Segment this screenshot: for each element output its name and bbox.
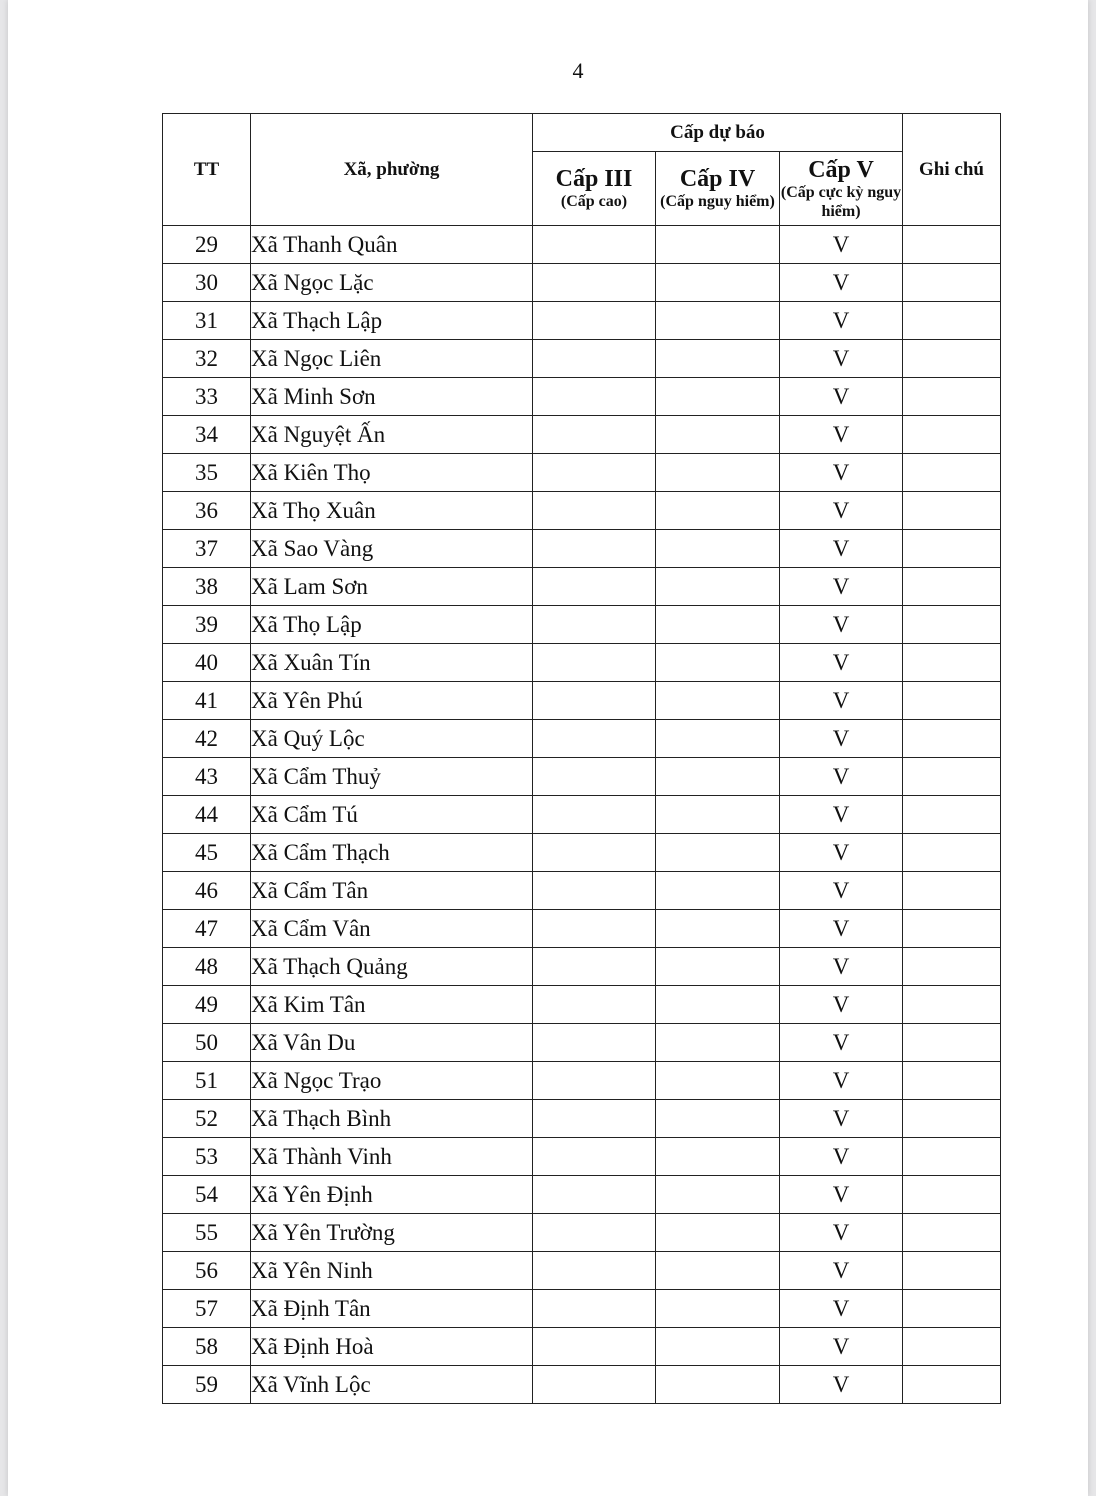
cell-note	[903, 910, 1001, 948]
cell-level-3	[533, 1328, 656, 1366]
cell-level-4	[656, 226, 780, 264]
header-name: Xã, phường	[251, 114, 533, 226]
cell-level-4	[656, 644, 780, 682]
table-row	[163, 910, 1001, 948]
table-row	[163, 872, 1001, 910]
table-row	[163, 530, 1001, 568]
cell-note	[903, 720, 1001, 758]
cell-note	[903, 492, 1001, 530]
cell-name: Xã Cẩm Tú	[251, 796, 533, 834]
cell-name: Xã Yên Định	[251, 1176, 533, 1214]
page-number: 4	[572, 58, 584, 83]
cell-tt: 41	[163, 682, 251, 720]
cell-level-5: V	[780, 606, 903, 644]
level-4-desc: (Cấp nguy hiểm)	[660, 193, 775, 210]
table-row	[163, 264, 1001, 302]
cell-level-5: V	[780, 1176, 903, 1214]
cell-note	[903, 872, 1001, 910]
cell-tt: 34	[163, 416, 251, 454]
cell-level-5: V	[780, 834, 903, 872]
cell-note	[903, 1062, 1001, 1100]
cell-level-4	[656, 720, 780, 758]
cell-tt: 51	[163, 1062, 251, 1100]
cell-level-5: V	[780, 568, 903, 606]
cell-level-3	[533, 264, 656, 302]
table-row	[163, 492, 1001, 530]
cell-note	[903, 264, 1001, 302]
cell-level-3	[533, 910, 656, 948]
cell-name: Xã Ngọc Lặc	[251, 264, 533, 302]
cell-level-4	[656, 568, 780, 606]
cell-name: Xã Yên Phú	[251, 682, 533, 720]
cell-name: Xã Cẩm Thuỷ	[251, 758, 533, 796]
cell-tt: 33	[163, 378, 251, 416]
cell-level-3	[533, 416, 656, 454]
table-row	[163, 1366, 1001, 1404]
header-level-4	[656, 152, 780, 226]
cell-level-4	[656, 834, 780, 872]
table-row	[163, 796, 1001, 834]
header-level-5	[780, 152, 903, 226]
table-row	[163, 1290, 1001, 1328]
table-row	[163, 606, 1001, 644]
table-row	[163, 1024, 1001, 1062]
cell-note	[903, 1138, 1001, 1176]
cell-name: Xã Vân Du	[251, 1024, 533, 1062]
cell-level-5: V	[780, 986, 903, 1024]
cell-level-3	[533, 1214, 656, 1252]
table-row	[163, 1252, 1001, 1290]
cell-name: Xã Ngọc Trạo	[251, 1062, 533, 1100]
cell-name: Xã Quý Lộc	[251, 720, 533, 758]
table-row	[163, 834, 1001, 872]
cell-note	[903, 340, 1001, 378]
cell-level-4	[656, 682, 780, 720]
table-row	[163, 340, 1001, 378]
cell-level-3	[533, 226, 656, 264]
cell-tt: 29	[163, 226, 251, 264]
cell-tt: 39	[163, 606, 251, 644]
header-note: Ghi chú	[903, 114, 1001, 226]
cell-level-4	[656, 758, 780, 796]
cell-note	[903, 606, 1001, 644]
cell-name: Xã Thạch Quảng	[251, 948, 533, 986]
cell-tt: 37	[163, 530, 251, 568]
cell-level-5: V	[780, 416, 903, 454]
table-row	[163, 1062, 1001, 1100]
cell-level-4	[656, 1290, 780, 1328]
cell-level-4	[656, 910, 780, 948]
cell-tt: 42	[163, 720, 251, 758]
cell-level-3	[533, 796, 656, 834]
cell-level-4	[656, 1138, 780, 1176]
header-tt: TT	[163, 114, 251, 226]
cell-tt: 46	[163, 872, 251, 910]
cell-level-3	[533, 644, 656, 682]
level-3-title: Cấp III	[555, 166, 633, 192]
cell-tt: 53	[163, 1138, 251, 1176]
cell-name: Xã Xuân Tín	[251, 644, 533, 682]
cell-level-5: V	[780, 1252, 903, 1290]
cell-level-4	[656, 454, 780, 492]
cell-level-5: V	[780, 796, 903, 834]
cell-level-3	[533, 1100, 656, 1138]
cell-name: Xã Cẩm Tân	[251, 872, 533, 910]
table-row	[163, 1138, 1001, 1176]
cell-name: Xã Cẩm Vân	[251, 910, 533, 948]
forecast-table	[162, 113, 1001, 1404]
cell-name: Xã Nguyệt Ấn	[251, 416, 533, 454]
cell-level-3	[533, 378, 656, 416]
cell-level-4	[656, 1366, 780, 1404]
cell-name: Xã Thọ Lập	[251, 606, 533, 644]
table-row	[163, 948, 1001, 986]
cell-level-5: V	[780, 1366, 903, 1404]
cell-level-5: V	[780, 1062, 903, 1100]
cell-tt: 36	[163, 492, 251, 530]
cell-level-3	[533, 454, 656, 492]
table-row	[163, 226, 1001, 264]
cell-level-3	[533, 302, 656, 340]
cell-level-3	[533, 948, 656, 986]
cell-name: Xã Thanh Quân	[251, 226, 533, 264]
cell-level-3	[533, 1252, 656, 1290]
cell-tt: 45	[163, 834, 251, 872]
cell-level-4	[656, 1062, 780, 1100]
table-row	[163, 568, 1001, 606]
cell-tt: 35	[163, 454, 251, 492]
cell-level-3	[533, 1062, 656, 1100]
cell-level-5: V	[780, 1290, 903, 1328]
table-row	[163, 378, 1001, 416]
cell-name: Xã Sao Vàng	[251, 530, 533, 568]
cell-level-3	[533, 834, 656, 872]
cell-level-5: V	[780, 1328, 903, 1366]
cell-name: Xã Thạch Bình	[251, 1100, 533, 1138]
cell-tt: 59	[163, 1366, 251, 1404]
cell-level-3	[533, 758, 656, 796]
table-row	[163, 454, 1001, 492]
document-page	[8, 0, 1088, 1496]
table-row	[163, 1214, 1001, 1252]
cell-note	[903, 1328, 1001, 1366]
cell-level-4	[656, 1100, 780, 1138]
table-row	[163, 1328, 1001, 1366]
cell-name: Xã Kiên Thọ	[251, 454, 533, 492]
cell-level-5: V	[780, 492, 903, 530]
cell-level-4	[656, 416, 780, 454]
cell-level-5: V	[780, 910, 903, 948]
cell-level-5: V	[780, 340, 903, 378]
cell-note	[903, 834, 1001, 872]
cell-note	[903, 568, 1001, 606]
cell-tt: 40	[163, 644, 251, 682]
cell-level-5: V	[780, 1214, 903, 1252]
cell-tt: 58	[163, 1328, 251, 1366]
cell-tt: 57	[163, 1290, 251, 1328]
cell-level-4	[656, 796, 780, 834]
cell-level-3	[533, 986, 656, 1024]
cell-level-5: V	[780, 530, 903, 568]
cell-note	[903, 796, 1001, 834]
cell-note	[903, 948, 1001, 986]
cell-level-4	[656, 340, 780, 378]
cell-note	[903, 530, 1001, 568]
cell-level-4	[656, 1024, 780, 1062]
cell-level-4	[656, 1176, 780, 1214]
cell-tt: 52	[163, 1100, 251, 1138]
cell-name: Xã Định Tân	[251, 1290, 533, 1328]
cell-level-3	[533, 492, 656, 530]
cell-level-4	[656, 264, 780, 302]
cell-name: Xã Lam Sơn	[251, 568, 533, 606]
cell-level-4	[656, 1214, 780, 1252]
cell-note	[903, 454, 1001, 492]
cell-tt: 56	[163, 1252, 251, 1290]
cell-level-3	[533, 1176, 656, 1214]
table-row	[163, 986, 1001, 1024]
cell-tt: 44	[163, 796, 251, 834]
cell-tt: 54	[163, 1176, 251, 1214]
cell-level-3	[533, 1366, 656, 1404]
cell-note	[903, 986, 1001, 1024]
table-row	[163, 416, 1001, 454]
cell-note	[903, 302, 1001, 340]
cell-level-4	[656, 986, 780, 1024]
cell-level-5: V	[780, 872, 903, 910]
cell-note	[903, 758, 1001, 796]
cell-level-5: V	[780, 948, 903, 986]
cell-tt: 30	[163, 264, 251, 302]
cell-note	[903, 226, 1001, 264]
cell-name: Xã Thành Vinh	[251, 1138, 533, 1176]
cell-note	[903, 682, 1001, 720]
cell-level-4	[656, 302, 780, 340]
cell-tt: 55	[163, 1214, 251, 1252]
cell-level-3	[533, 1138, 656, 1176]
cell-level-5: V	[780, 682, 903, 720]
cell-tt: 31	[163, 302, 251, 340]
table-row	[163, 758, 1001, 796]
cell-level-3	[533, 1024, 656, 1062]
cell-note	[903, 416, 1001, 454]
cell-level-4	[656, 606, 780, 644]
cell-level-5: V	[780, 226, 903, 264]
cell-name: Xã Thọ Xuân	[251, 492, 533, 530]
cell-level-4	[656, 1328, 780, 1366]
cell-tt: 32	[163, 340, 251, 378]
cell-name: Xã Cẩm Thạch	[251, 834, 533, 872]
cell-level-4	[656, 492, 780, 530]
cell-tt: 43	[163, 758, 251, 796]
cell-level-5: V	[780, 264, 903, 302]
cell-tt: 38	[163, 568, 251, 606]
cell-tt: 49	[163, 986, 251, 1024]
cell-level-3	[533, 1290, 656, 1328]
cell-level-5: V	[780, 1100, 903, 1138]
cell-name: Xã Kim Tân	[251, 986, 533, 1024]
cell-level-5: V	[780, 1024, 903, 1062]
cell-level-3	[533, 872, 656, 910]
table-row	[163, 644, 1001, 682]
cell-level-3	[533, 568, 656, 606]
cell-name: Xã Vĩnh Lộc	[251, 1366, 533, 1404]
cell-tt: 47	[163, 910, 251, 948]
cell-level-3	[533, 720, 656, 758]
level-5-title: Cấp V	[808, 156, 874, 183]
cell-note	[903, 1252, 1001, 1290]
cell-level-5: V	[780, 378, 903, 416]
level-4-title: Cấp IV	[679, 166, 756, 192]
cell-note	[903, 1024, 1001, 1062]
cell-name: Xã Minh Sơn	[251, 378, 533, 416]
header-forecast-level: Cấp dự báo	[533, 114, 903, 152]
table-row	[163, 720, 1001, 758]
cell-note	[903, 1214, 1001, 1252]
cell-level-3	[533, 340, 656, 378]
cell-tt: 48	[163, 948, 251, 986]
table-row	[163, 302, 1001, 340]
cell-level-5: V	[780, 1138, 903, 1176]
level-5-desc: (Cấp cực kỳ nguy hiểm)	[780, 183, 902, 220]
table-row	[163, 1100, 1001, 1138]
cell-level-5: V	[780, 302, 903, 340]
cell-tt: 50	[163, 1024, 251, 1062]
cell-level-5: V	[780, 454, 903, 492]
cell-level-5: V	[780, 720, 903, 758]
cell-level-4	[656, 872, 780, 910]
table-row	[163, 682, 1001, 720]
cell-note	[903, 1176, 1001, 1214]
cell-name: Xã Thạch Lập	[251, 302, 533, 340]
cell-level-4	[656, 1252, 780, 1290]
cell-level-4	[656, 378, 780, 416]
cell-level-5: V	[780, 758, 903, 796]
table-row	[163, 1176, 1001, 1214]
cell-level-3	[533, 530, 656, 568]
level-3-desc: (Cấp cao)	[560, 193, 628, 210]
cell-level-3	[533, 682, 656, 720]
cell-level-5: V	[780, 644, 903, 682]
cell-level-4	[656, 530, 780, 568]
cell-name: Xã Ngọc Liên	[251, 340, 533, 378]
header-level-3	[533, 152, 656, 226]
cell-note	[903, 644, 1001, 682]
cell-note	[903, 1290, 1001, 1328]
cell-name: Xã Định Hoà	[251, 1328, 533, 1366]
cell-name: Xã Yên Trường	[251, 1214, 533, 1252]
cell-note	[903, 1100, 1001, 1138]
cell-level-3	[533, 606, 656, 644]
cell-level-4	[656, 948, 780, 986]
table-body	[163, 226, 1001, 1404]
cell-note	[903, 1366, 1001, 1404]
cell-note	[903, 378, 1001, 416]
cell-name: Xã Yên Ninh	[251, 1252, 533, 1290]
